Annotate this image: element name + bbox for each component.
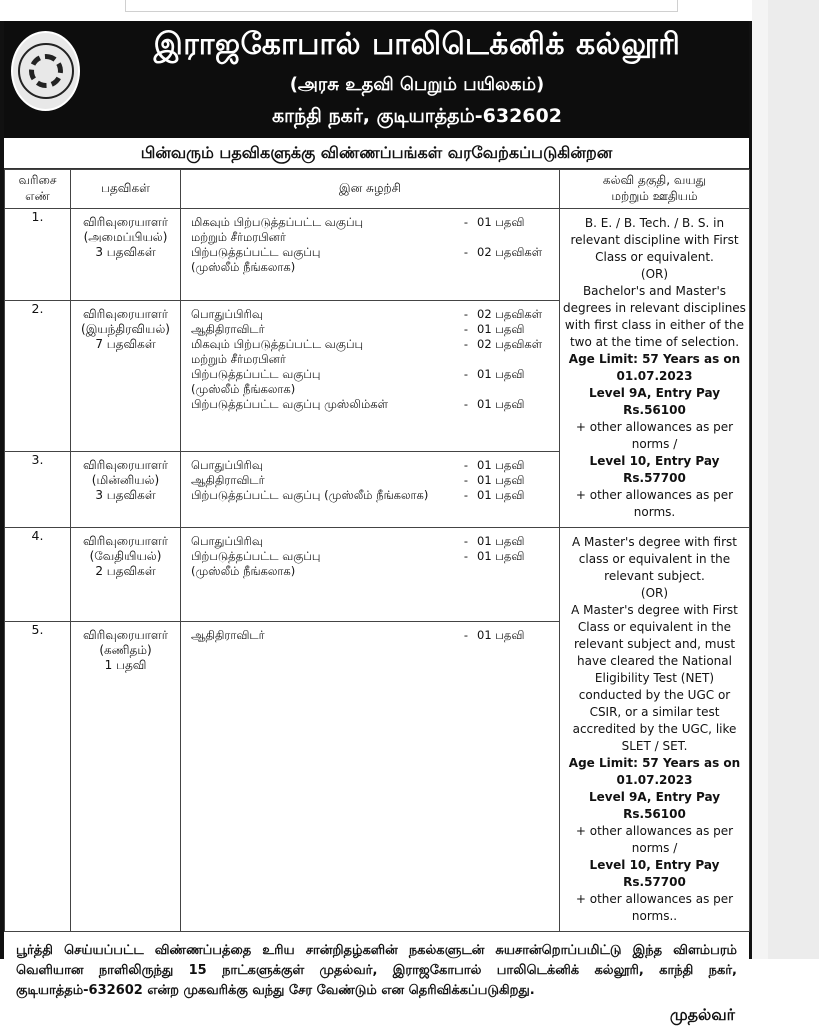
qualification-line: (OR) bbox=[640, 267, 669, 281]
reservation-count: 01 பதவி bbox=[477, 367, 525, 382]
reservation-count: 01 பதவி bbox=[477, 488, 525, 503]
reservation-dash: - bbox=[463, 322, 469, 337]
header-post: பதவிகள் bbox=[71, 170, 181, 209]
row-reservation-distribution bbox=[181, 621, 560, 931]
reservation-dash bbox=[455, 230, 477, 245]
reservation-cat: (முஸ்லீம் நீங்கலாக) bbox=[191, 260, 296, 274]
reservation-line bbox=[191, 352, 555, 367]
right-margin-shade bbox=[752, 0, 768, 959]
top-image-strip bbox=[125, 0, 678, 12]
qualification-line: Age Limit: 57 Years as on 01.07.2023 bbox=[568, 756, 741, 787]
reservation-dash bbox=[455, 382, 477, 397]
row-reservation-distribution bbox=[181, 301, 560, 452]
reservation-count bbox=[477, 564, 555, 579]
row-post-name bbox=[71, 209, 181, 301]
header-rotation: இன சுழற்சி bbox=[181, 170, 560, 209]
reservation-dash: - bbox=[463, 337, 469, 352]
reservation-line bbox=[191, 564, 555, 579]
reservation-count: 02 பதவிகள் bbox=[477, 307, 543, 322]
reservation-cat: பிற்படுத்தப்பட்ட வகுப்பு bbox=[191, 549, 321, 563]
college-address: காந்தி நகர், குடியாத்தம்-632602 bbox=[272, 105, 562, 127]
reservation-dash: - bbox=[463, 534, 469, 548]
gear-icon bbox=[29, 54, 63, 88]
right-margin-panel bbox=[768, 0, 819, 959]
reservation-line bbox=[191, 488, 555, 503]
reservation-count: 02 பதவிகள் bbox=[477, 245, 543, 259]
reservation-dash: - bbox=[463, 245, 469, 259]
qualification-line: + other allowances as per norms.. bbox=[575, 892, 734, 923]
reservation-cat: பிற்படுத்தப்பட்ட வகுப்பு bbox=[191, 245, 321, 259]
qualification-science bbox=[560, 528, 750, 932]
reservation-dash: - bbox=[463, 488, 469, 503]
qualification-line: Bachelor's and Master's degrees in relevant disciplines with first class in either of the two at the time of selection. bbox=[563, 284, 746, 349]
post-line: 3 பதவிகள் bbox=[95, 245, 156, 259]
table-row bbox=[5, 209, 750, 301]
row-serial-number: 1. bbox=[5, 209, 71, 301]
qualification-line: + other allowances as per norms / bbox=[575, 824, 734, 855]
reservation-line bbox=[191, 307, 555, 322]
post-line: விரிவுரையாளர் bbox=[83, 534, 168, 548]
post-line: 7 பதவிகள் bbox=[95, 337, 156, 352]
header-sno bbox=[5, 170, 71, 209]
reservation-line bbox=[191, 473, 555, 488]
reservation-dash: - bbox=[463, 549, 469, 563]
reservation-line bbox=[191, 549, 555, 564]
reservation-dash bbox=[455, 564, 477, 579]
qualification-line: A Master's degree with First Class or equivalent in the relevant subject and, must have cleared the National Eligibility Test (NET) conducted by the UGC or CSIR, or a similar test accredited by the UGC, like SLET / SET. bbox=[571, 603, 738, 753]
application-instructions: பூர்த்தி செய்யப்பட்ட விண்ணப்பத்தை உரிய சான்றிதழ்களின் நகல்களுடன் சுயசான்றொப்பமிட்டு இந்த விளம்பரம் வெளியான நாளிலிருந்து 15 நாட்களுக்குள் முதல்வர், இராஜகோபால் பாலிடெக்னிக் கல்லூரி, காந்தி நகர், குடியாத்தம்-632602 என்ற முகவரிக்கு வந்து சேர வேண்டும் என தெரிவிக்கப்படுகிறது. bbox=[16, 943, 737, 998]
post-line: 3 பதவிகள் bbox=[95, 488, 156, 503]
logo-ring bbox=[18, 43, 74, 99]
reservation-cat: மற்றும் சீர்மரபினர் bbox=[191, 352, 286, 367]
posts-table bbox=[4, 169, 750, 932]
row-post-name bbox=[71, 452, 181, 528]
reservation-line bbox=[191, 367, 555, 382]
reservation-cat: பொதுப்பிரிவு bbox=[191, 458, 263, 473]
post-line: விரிவுரையாளர் bbox=[83, 307, 168, 322]
row-reservation-distribution bbox=[181, 452, 560, 528]
row-post-name bbox=[71, 528, 181, 622]
reservation-cat: மற்றும் சீர்மரபினர் bbox=[191, 230, 286, 244]
reservation-count: 01 பதவி bbox=[477, 473, 525, 488]
row-serial-number: 3. bbox=[5, 452, 71, 528]
reservation-dash: - bbox=[463, 367, 469, 382]
reservation-count: 01 பதவி bbox=[477, 627, 525, 642]
reservation-cat: பொதுப்பிரிவு bbox=[191, 534, 263, 548]
reservation-cat: பொதுப்பிரிவு bbox=[191, 307, 263, 322]
reservation-count: 01 பதவி bbox=[477, 215, 525, 229]
reservation-cat: மிகவும் பிற்படுத்தப்பட்ட வகுப்பு bbox=[191, 215, 364, 229]
row-reservation-distribution bbox=[181, 209, 560, 301]
reservation-dash: - bbox=[463, 397, 469, 412]
reservation-count bbox=[477, 260, 555, 275]
header-qualification bbox=[560, 170, 750, 209]
reservation-count: 01 பதவி bbox=[477, 322, 525, 337]
qualification-engineering bbox=[560, 209, 750, 528]
reservation-line bbox=[191, 322, 555, 337]
row-serial-number: 4. bbox=[5, 528, 71, 622]
reservation-count: 01 பதவி bbox=[477, 458, 525, 473]
college-name: இராஜகோபால் பாலிடெக்னிக் கல்லூரி bbox=[153, 27, 681, 62]
reservation-count: 01 பதவி bbox=[477, 549, 525, 563]
reservation-line bbox=[191, 260, 555, 275]
reservation-dash: - bbox=[463, 307, 469, 322]
reservation-dash: - bbox=[463, 627, 469, 642]
reservation-count bbox=[477, 382, 555, 397]
table-row bbox=[5, 528, 750, 622]
recruitment-advertisement bbox=[0, 21, 752, 1024]
reservation-cat: (முஸ்லீம் நீங்கலாக) bbox=[191, 382, 296, 397]
reservation-cat: ஆதிதிராவிடர் bbox=[191, 322, 265, 337]
reservation-cat: ஆதிதிராவிடர் bbox=[191, 473, 265, 488]
reservation-cat: பிற்படுத்தப்பட்ட வகுப்பு (முஸ்லீம் நீங்கலாக) bbox=[191, 488, 429, 503]
post-line: (அமைப்பியல்) bbox=[83, 230, 168, 244]
reservation-count: 01 பதவி bbox=[477, 534, 525, 548]
header-qual-line1: கல்வி தகுதி, வயது bbox=[602, 173, 707, 187]
reservation-line bbox=[191, 534, 555, 549]
reservation-line bbox=[191, 397, 555, 412]
post-line: (மின்னியல்) bbox=[91, 473, 160, 488]
reservation-line bbox=[191, 628, 555, 643]
reservation-line bbox=[191, 230, 555, 245]
qualification-line: Level 9A, Entry Pay Rs.56100 bbox=[588, 790, 721, 821]
qualification-line: Level 10, Entry Pay Rs.57700 bbox=[589, 858, 720, 889]
table-header-row bbox=[5, 170, 750, 209]
post-line: (வேதியியல்) bbox=[89, 549, 162, 563]
qualification-line: Level 9A, Entry Pay Rs.56100 bbox=[588, 386, 721, 417]
post-line: விரிவுரையாளர் bbox=[83, 627, 168, 642]
reservation-cat: பிற்படுத்தப்பட்ட வகுப்பு முஸ்லிம்கள் bbox=[191, 397, 388, 412]
post-line: (கணிதம்) bbox=[99, 642, 152, 657]
post-line: 2 பதவிகள் bbox=[95, 564, 156, 578]
qualification-line: Age Limit: 57 Years as on 01.07.2023 bbox=[568, 352, 741, 383]
header-sno-line2: எண் bbox=[25, 189, 50, 203]
reservation-line bbox=[191, 458, 555, 473]
reservation-cat: பிற்படுத்தப்பட்ட வகுப்பு bbox=[191, 367, 321, 382]
row-reservation-distribution bbox=[181, 528, 560, 622]
college-subtitle: (அரசு உதவி பெறும் பயிலகம்) bbox=[289, 74, 545, 95]
reservation-count bbox=[477, 352, 555, 367]
invite-heading: பின்வரும் பதவிகளுக்கு விண்ணப்பங்கள் வரவேற்கப்படுகின்றன bbox=[4, 138, 749, 169]
reservation-cat: மிகவும் பிற்படுத்தப்பட்ட வகுப்பு bbox=[191, 337, 364, 352]
reservation-dash: - bbox=[463, 215, 469, 229]
reservation-cat: (முஸ்லீம் நீங்கலாக) bbox=[191, 564, 296, 578]
qualification-line: A Master's degree with first class or equivalent in the relevant subject. bbox=[572, 535, 737, 583]
reservation-dash: - bbox=[463, 458, 469, 473]
post-line: விரிவுரையாளர் bbox=[83, 458, 168, 473]
reservation-dash bbox=[455, 260, 477, 275]
reservation-count bbox=[477, 230, 555, 245]
qualification-line: (OR) bbox=[640, 586, 669, 600]
reservation-line bbox=[191, 337, 555, 352]
row-serial-number: 2. bbox=[5, 301, 71, 452]
qualification-line: + other allowances as per norms. bbox=[575, 488, 734, 519]
reservation-dash: - bbox=[463, 473, 469, 488]
qualification-line: Level 10, Entry Pay Rs.57700 bbox=[589, 454, 720, 485]
reservation-line bbox=[191, 215, 555, 230]
reservation-line bbox=[191, 382, 555, 397]
qualification-line: B. E. / B. Tech. / B. S. in relevant discipline with First Class or equivalent. bbox=[570, 216, 739, 264]
header-qual-line2: மற்றும் ஊதியம் bbox=[611, 189, 698, 203]
qualification-line: + other allowances as per norms / bbox=[575, 420, 734, 451]
college-logo-icon bbox=[11, 31, 80, 111]
reservation-count: 02 பதவிகள் bbox=[477, 337, 543, 352]
reservation-line bbox=[191, 245, 555, 260]
post-line: விரிவுரையாளர் bbox=[83, 215, 168, 229]
reservation-dash bbox=[455, 352, 477, 367]
post-line: 1 பதவி bbox=[104, 657, 147, 672]
college-header bbox=[4, 21, 749, 138]
principal-signature: முதல்வர் bbox=[669, 1005, 735, 1024]
reservation-cat: ஆதிதிராவிடர் bbox=[191, 627, 265, 642]
reservation-count: 01 பதவி bbox=[477, 397, 525, 412]
post-line: (இயந்திரவியல்) bbox=[81, 322, 170, 337]
row-serial-number: 5. bbox=[5, 621, 71, 931]
header-sno-line1: வரிசை bbox=[18, 173, 57, 187]
row-post-name bbox=[71, 621, 181, 931]
row-post-name bbox=[71, 301, 181, 452]
